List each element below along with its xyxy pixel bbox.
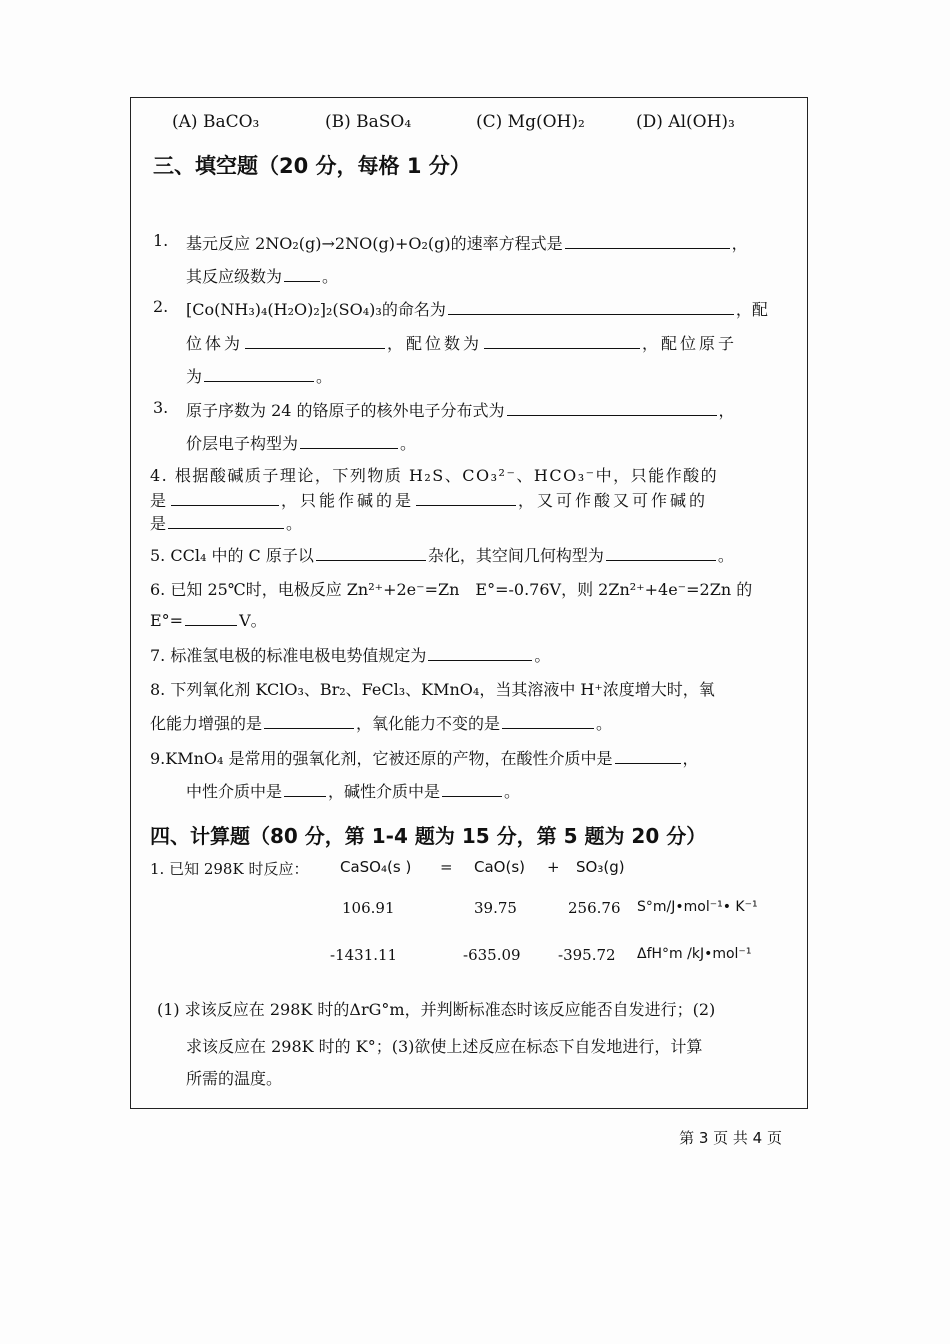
q2-atom-text: ，配位原子 bbox=[642, 334, 738, 353]
q2-text: [Co(NH₃)₄(H₂O)₂]₂(SO₄)₃的命名为 bbox=[186, 300, 446, 319]
page-number: 第 3 页 共 4 页 bbox=[679, 1129, 782, 1147]
q5-blank-hybrid[interactable] bbox=[316, 559, 426, 561]
q1-line-2 bbox=[186, 264, 338, 287]
q3-text: 原子序数为 24 的铬原子的核外电子分布式为 bbox=[186, 401, 505, 420]
q9-basic-text: ，碱性介质中是 bbox=[328, 782, 441, 801]
q9-neutral-text: 中性介质中是 bbox=[186, 782, 283, 801]
q8-end: 。 bbox=[596, 714, 613, 733]
q4-base-text: ，只能作碱的是 bbox=[281, 491, 415, 510]
calc1-part-1: (1) 求该反应在 298K 时的ΔrG°m，并判断标准态时该反应能否自发进行；(2) bbox=[157, 1000, 716, 1019]
q9-text: 9.KMnO₄ 是常用的强氧化剂，它被还原的产物，在酸性介质中是 bbox=[150, 749, 613, 768]
q3-blank-valence[interactable] bbox=[300, 447, 398, 449]
q6-line-1: 6. 已知 25℃时，电极反应 Zn²⁺+2e⁻=Zn E°=-0.76V，则 2Zn²⁺+4e⁻=2Zn 的 bbox=[150, 580, 753, 599]
q2-ligand-text: 位体为 bbox=[186, 334, 244, 353]
q6-line-2 bbox=[150, 608, 267, 631]
option-b: (B) BaSO₄ bbox=[325, 112, 412, 132]
q9-blank-acid[interactable] bbox=[615, 762, 681, 764]
q2-blank-ligand[interactable] bbox=[245, 347, 385, 349]
q8-line-1: 8. 下列氧化剂 KClO₃、Br₂、FeCl₃、KMnO₄，当其溶液中 H⁺浓度增大时，氧 bbox=[150, 680, 715, 699]
calc1-h1: -1431.11 bbox=[330, 946, 398, 964]
calc1-s3: 256.76 bbox=[568, 899, 621, 917]
q6-e-text: E°= bbox=[150, 611, 184, 630]
q4-shi: 是 bbox=[150, 491, 170, 510]
q9-end: 。 bbox=[504, 782, 521, 801]
q1-blank-order[interactable] bbox=[284, 280, 320, 282]
q1-number: 1. bbox=[153, 231, 169, 250]
q1-blank-rate[interactable] bbox=[565, 247, 730, 249]
q2-line-3 bbox=[186, 364, 332, 387]
q5-blank-geom[interactable] bbox=[606, 559, 716, 561]
q2-blank-atom[interactable] bbox=[204, 380, 314, 382]
q5-line bbox=[150, 543, 734, 566]
calc1-r1: CaSO₄(s ) bbox=[340, 858, 412, 876]
q2-end: 。 bbox=[316, 367, 333, 386]
q9-blank-basic[interactable] bbox=[442, 795, 502, 797]
option-c: (C) Mg(OH)₂ bbox=[476, 112, 585, 132]
calc1-s2: 39.75 bbox=[474, 899, 517, 917]
calc1-s1: 106.91 bbox=[342, 899, 395, 917]
calc1-h3: -395.72 bbox=[558, 946, 616, 964]
q8-line-2 bbox=[150, 711, 612, 734]
q7-line bbox=[150, 643, 550, 666]
q8-stronger-text: 化能力增强的是 bbox=[150, 714, 263, 733]
q9-line-1 bbox=[150, 746, 699, 769]
q1-line-1 bbox=[186, 231, 748, 254]
q9-blank-neutral[interactable] bbox=[284, 795, 326, 797]
q5-geom-text: 杂化，其空间几何构型为 bbox=[427, 546, 604, 565]
option-d: (D) Al(OH)₃ bbox=[636, 112, 735, 132]
q3-valence-text: 价层电子构型为 bbox=[186, 434, 299, 453]
calc1-r3: SO₃(g) bbox=[576, 858, 625, 876]
q7-text: 7. 标准氢电极的标准电极电势值规定为 bbox=[150, 646, 427, 665]
calc1-h2: -635.09 bbox=[463, 946, 521, 964]
section-4-title: 四、计算题（80 分，第 1-4 题为 15 分，第 5 题为 20 分） bbox=[150, 824, 707, 848]
q2-line-1 bbox=[186, 297, 768, 320]
calc1-eq: = bbox=[440, 858, 453, 876]
calc1-plus: + bbox=[547, 858, 560, 876]
q1-order-text: 其反应级数为 bbox=[186, 267, 283, 286]
q4-blank-acid[interactable] bbox=[171, 504, 279, 506]
q1-punct: ， bbox=[731, 234, 748, 253]
q4-blank-base[interactable] bbox=[416, 504, 516, 506]
q5-text: 5. CCl₄ 中的 C 原子以 bbox=[150, 546, 314, 565]
q4-end: 。 bbox=[286, 514, 303, 533]
q3-punct: ， bbox=[718, 401, 735, 420]
q2-line-2 bbox=[186, 331, 737, 354]
q2-number: 2. bbox=[153, 297, 169, 316]
q8-same-text: ，氧化能力不变的是 bbox=[356, 714, 501, 733]
q6-blank-e[interactable] bbox=[185, 624, 237, 626]
q2-blank-name[interactable] bbox=[448, 313, 734, 315]
q7-blank[interactable] bbox=[428, 659, 532, 661]
q7-end: 。 bbox=[534, 646, 551, 665]
calc1-r2: CaO(s) bbox=[474, 858, 525, 876]
q4-line-2 bbox=[150, 488, 708, 511]
calc1-h-unit: ΔfH°m /kJ•mol⁻¹ bbox=[637, 946, 752, 962]
q1-text: 基元反应 2NO₂(g)→2NO(g)+O₂(g)的速率方程式是 bbox=[186, 234, 563, 253]
q3-line-2 bbox=[186, 431, 416, 454]
q3-line-1 bbox=[186, 398, 735, 421]
q5-end: 。 bbox=[717, 546, 734, 565]
section-3-title: 三、填空题（20 分，每格 1 分） bbox=[153, 154, 471, 178]
calc1-intro: 1. 已知 298K 时反应： bbox=[150, 860, 309, 878]
q4-shi-2: 是 bbox=[150, 514, 167, 533]
q2-wei: 为 bbox=[186, 367, 203, 386]
calc1-part-2: 求该反应在 298K 时的 K°；(3)欲使上述反应在标态下自发地进行，计算 bbox=[186, 1037, 703, 1056]
q9-line-2 bbox=[186, 779, 520, 802]
q1-end: 。 bbox=[322, 267, 339, 286]
q4-line-1: 4. 根据酸碱质子理论，下列物质 H₂S、CO₃²⁻、HCO₃⁻中，只能作酸的 bbox=[150, 466, 719, 485]
q4-line-3 bbox=[150, 511, 302, 534]
q6-end: V。 bbox=[239, 611, 267, 630]
option-a: (A) BaCO₃ bbox=[172, 112, 260, 132]
calc1-s-unit: S°m/J•mol⁻¹• K⁻¹ bbox=[637, 899, 758, 915]
q9-punct: ， bbox=[682, 749, 699, 768]
calc1-part-3: 所需的温度。 bbox=[186, 1069, 283, 1088]
q8-blank-stronger[interactable] bbox=[264, 727, 354, 729]
q2-cn-text: ，配位数为 bbox=[387, 334, 483, 353]
q4-blank-amph[interactable] bbox=[168, 527, 284, 529]
q8-blank-same[interactable] bbox=[502, 727, 594, 729]
q2-punct: ，配 bbox=[735, 300, 768, 319]
q4-amph-text: ，又可作酸又可作碱的 bbox=[518, 491, 709, 510]
q3-number: 3. bbox=[153, 398, 169, 417]
q3-end: 。 bbox=[400, 434, 417, 453]
q3-blank-config[interactable] bbox=[507, 414, 717, 416]
q2-blank-cn[interactable] bbox=[484, 347, 640, 349]
